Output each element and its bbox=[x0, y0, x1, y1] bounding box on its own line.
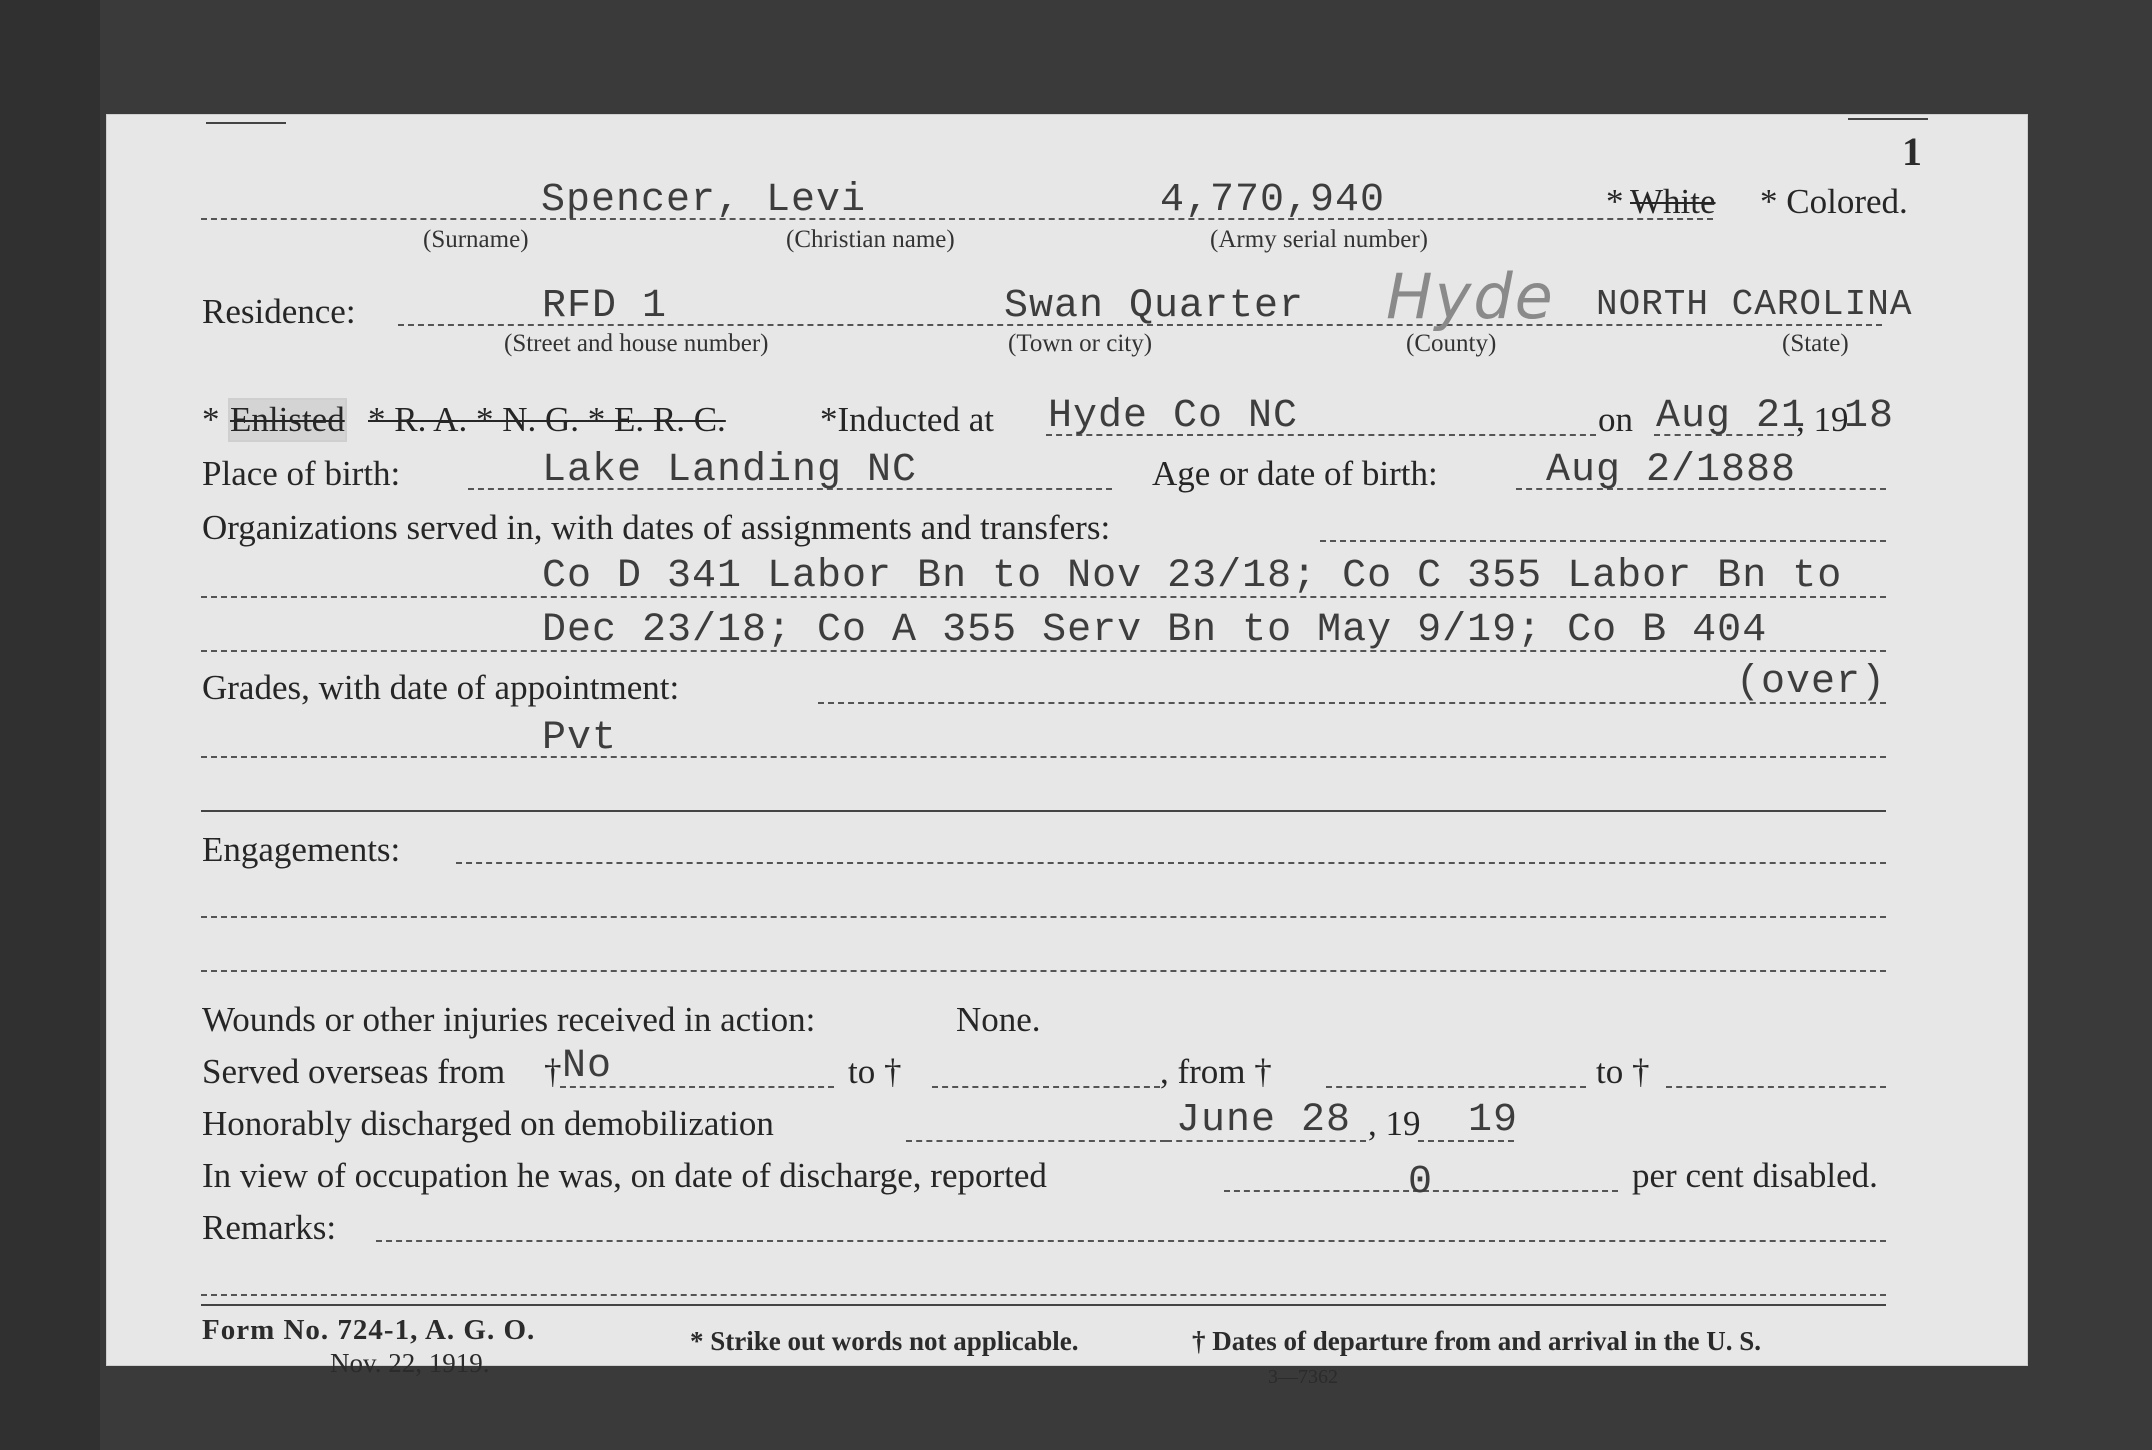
grades-line-0 bbox=[818, 702, 1886, 704]
age-label: Age or date of birth: bbox=[1152, 454, 1438, 493]
remarks-line-1 bbox=[201, 1294, 1886, 1296]
card-number: 1 bbox=[1902, 129, 1922, 174]
overseas-to2-label: to † bbox=[1596, 1052, 1650, 1091]
top-right-mark bbox=[1848, 118, 1928, 120]
disability-suffix: per cent disabled. bbox=[1632, 1156, 1878, 1195]
discharge-date-line bbox=[1166, 1140, 1366, 1142]
overseas-from2-line bbox=[1326, 1086, 1586, 1088]
served-overseas-dagger: † bbox=[544, 1052, 562, 1091]
overseas-to-label: to † bbox=[848, 1052, 902, 1091]
engagements-line-0 bbox=[456, 862, 1886, 864]
served-overseas-label: Served overseas from bbox=[202, 1052, 506, 1091]
serial-number-value: 4,770,940 bbox=[1160, 178, 1386, 223]
inducted-place: Hyde Co NC bbox=[1048, 394, 1299, 439]
residence-street: RFD 1 bbox=[542, 284, 668, 329]
name-line bbox=[201, 218, 1713, 220]
scan-left-edge bbox=[0, 0, 108, 1450]
grades-label: Grades, with date of appointment: bbox=[202, 668, 680, 707]
enlistment-asterisk: * bbox=[202, 400, 220, 439]
inducted-year-prefix: , 19 bbox=[1796, 400, 1849, 439]
overseas-from-value: No bbox=[562, 1044, 613, 1089]
town-caption: (Town or city) bbox=[1008, 330, 1153, 357]
discharge-date: June 28 bbox=[1176, 1098, 1352, 1143]
engagements-line-2 bbox=[201, 970, 1886, 972]
overseas-to-line bbox=[932, 1086, 1160, 1088]
footer-divider bbox=[201, 1304, 1886, 1306]
inducted-date: Aug 21 bbox=[1656, 394, 1807, 439]
residence-state: NORTH CAROLINA bbox=[1596, 284, 1913, 325]
name-value: Spencer, Levi bbox=[541, 178, 867, 223]
wounds-value: None. bbox=[956, 1000, 1041, 1039]
enlisted-option: Enlisted bbox=[230, 400, 345, 439]
grades-over-note: (over) bbox=[1736, 660, 1887, 705]
christian-name-caption: (Christian name) bbox=[786, 226, 955, 253]
engagements-label: Engagements: bbox=[202, 830, 401, 869]
form-number: Form No. 724-1, A. G. O. bbox=[202, 1314, 536, 1346]
disability-value: 0 bbox=[1408, 1160, 1434, 1205]
organizations-line-0 bbox=[1320, 540, 1886, 542]
place-of-birth-value: Lake Landing NC bbox=[542, 448, 918, 493]
top-left-mark bbox=[206, 122, 286, 124]
state-caption: (State) bbox=[1782, 330, 1849, 357]
inducted-on-label: on bbox=[1598, 400, 1633, 439]
organizations-entry-1: Co D 341 Labor Bn to Nov 23/18; Co C 355 Labor Bn to bbox=[542, 554, 1843, 599]
grades-line-2 bbox=[201, 810, 1886, 812]
race-asterisk: * bbox=[1606, 182, 1624, 221]
discharge-year-suffix: 19 bbox=[1468, 1098, 1519, 1143]
residence-county-handwritten: Hyde bbox=[1386, 260, 1555, 333]
engagements-line-1 bbox=[201, 916, 1886, 918]
inducted-year-suffix: 18 bbox=[1844, 394, 1895, 439]
wounds-label: Wounds or other injuries received in action: bbox=[202, 1000, 816, 1039]
printer-code: 3—7362 bbox=[1268, 1366, 1338, 1388]
organizations-label: Organizations served in, with dates of assignments and transfers: bbox=[202, 508, 1111, 547]
overseas-from2-label: , from † bbox=[1160, 1052, 1272, 1091]
race-colored: * Colored. bbox=[1760, 182, 1908, 221]
inducted-label: *Inducted at bbox=[820, 400, 994, 439]
disability-label: In view of occupation he was, on date of discharge, reported bbox=[202, 1156, 1047, 1195]
enlistment-options: * R. A. * N. G. * E. R. C. bbox=[368, 400, 726, 439]
discharge-year-prefix: , 19 bbox=[1368, 1104, 1421, 1143]
place-of-birth-label: Place of birth: bbox=[202, 454, 401, 493]
grades-line-1 bbox=[201, 756, 1886, 758]
residence-town: Swan Quarter bbox=[1004, 284, 1305, 329]
residence-label: Residence: bbox=[202, 292, 356, 331]
remarks-label: Remarks: bbox=[202, 1208, 337, 1247]
surname-caption: (Surname) bbox=[423, 226, 529, 253]
discharge-line bbox=[906, 1140, 1166, 1142]
discharge-label: Honorably discharged on demobilization bbox=[202, 1104, 774, 1143]
race-white: White bbox=[1630, 182, 1716, 221]
organizations-entry-2: Dec 23/18; Co A 355 Serv Bn to May 9/19; Co B 404 bbox=[542, 608, 1768, 653]
service-record-card bbox=[106, 114, 2028, 1388]
grade-value: Pvt bbox=[542, 716, 618, 761]
street-caption: (Street and house number) bbox=[504, 330, 769, 357]
date-of-birth-value: Aug 2/1888 bbox=[1546, 448, 1797, 493]
footnote-dates: † Dates of departure from and arrival in the U. S. bbox=[1192, 1326, 1761, 1356]
county-caption: (County) bbox=[1406, 330, 1497, 357]
footnote-strike-out: * Strike out words not applicable. bbox=[690, 1326, 1079, 1356]
form-date: Nov. 22, 1919. bbox=[330, 1348, 490, 1378]
remarks-line-0 bbox=[376, 1240, 1886, 1242]
serial-number-caption: (Army serial number) bbox=[1210, 226, 1428, 253]
overseas-to2-line bbox=[1666, 1086, 1886, 1088]
